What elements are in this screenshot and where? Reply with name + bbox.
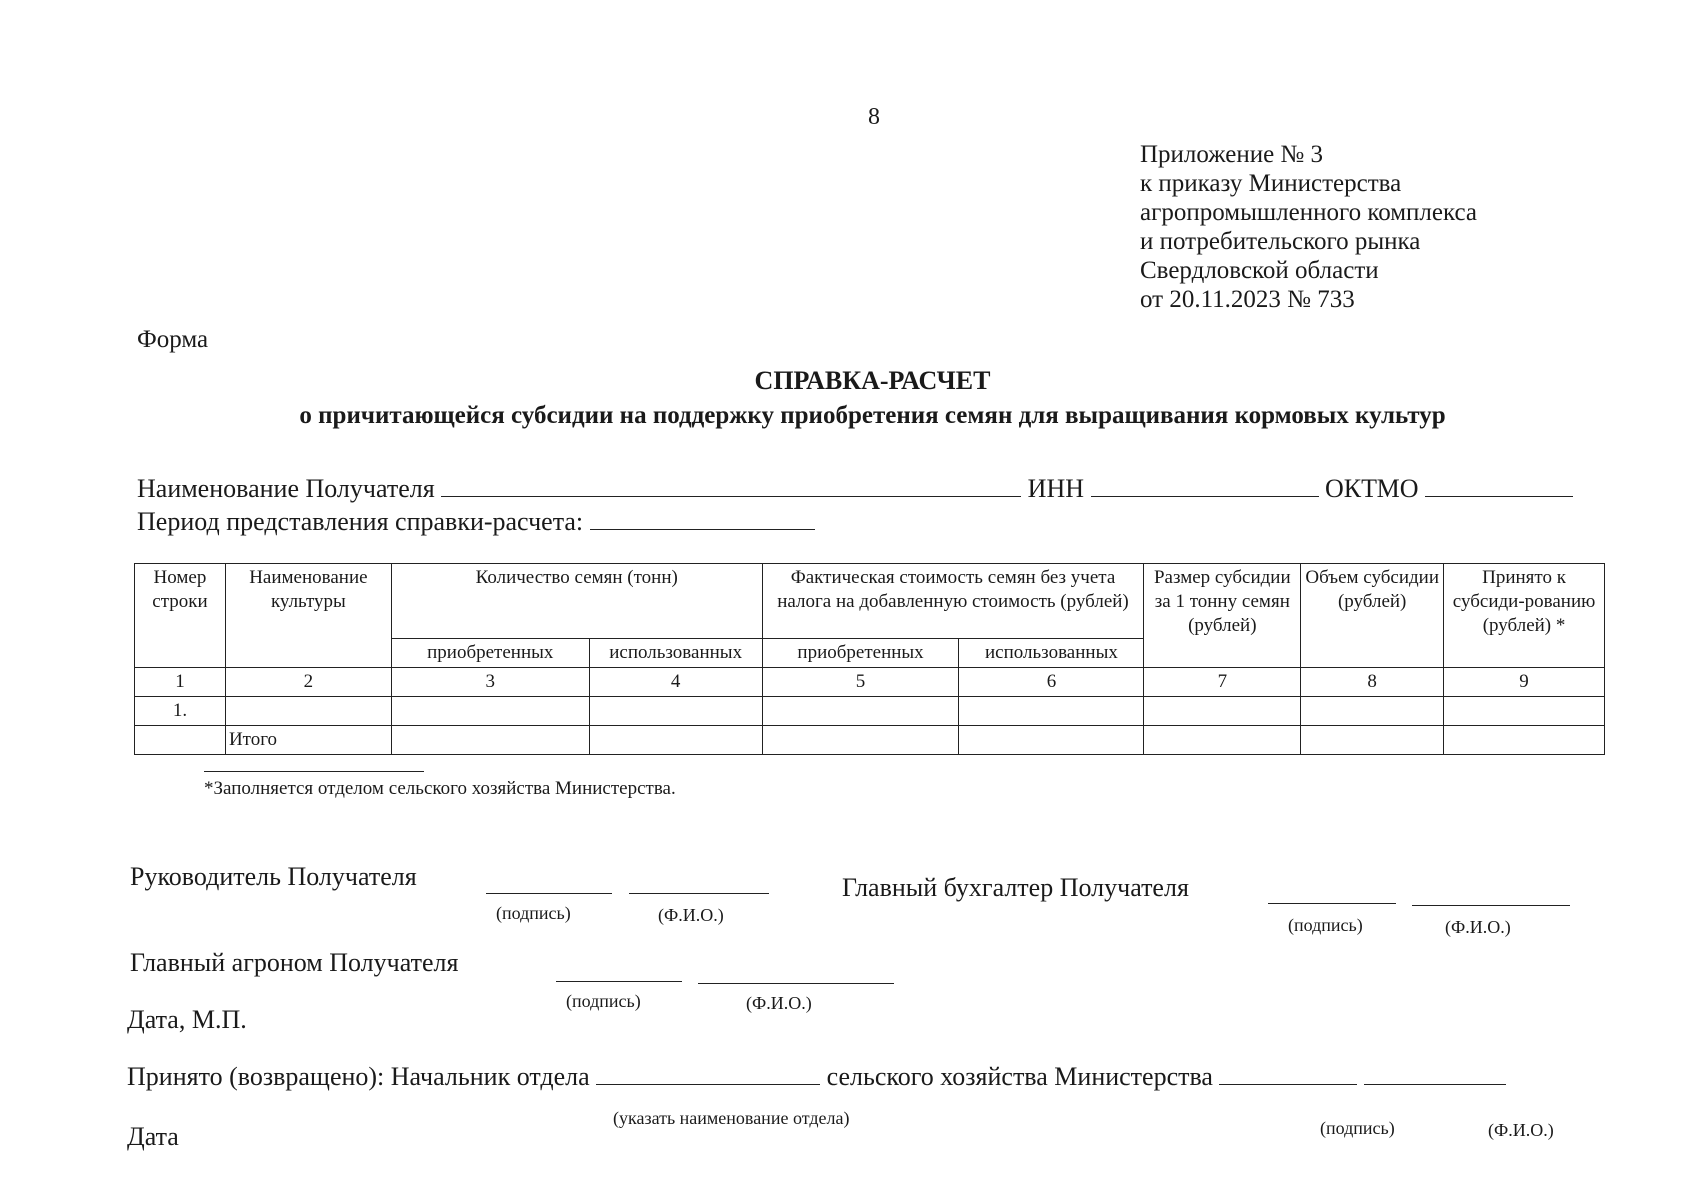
- department-head-signature-line[interactable]: [1219, 1062, 1357, 1085]
- period-row: [137, 507, 815, 537]
- accountant-signature-line[interactable]: [1268, 903, 1396, 904]
- appendix-line-2: к приказу Министерства: [1140, 170, 1402, 197]
- accepted-prefix: Принято (возвращено): Начальник отдела: [127, 1062, 590, 1091]
- table-cell[interactable]: [959, 697, 1144, 726]
- table-cell[interactable]: [1444, 726, 1605, 755]
- column-number: 3: [391, 668, 589, 697]
- agronomist-name-caption: (Ф.И.О.): [746, 993, 812, 1013]
- calculation-table: [134, 563, 1605, 755]
- department-caption: (указать наименование отдела): [613, 1108, 850, 1128]
- recipient-row: [137, 474, 1573, 504]
- chief-accountant-label: Главный бухгалтер Получателя: [842, 873, 1189, 902]
- department-field[interactable]: [596, 1062, 820, 1085]
- date-stamp-label: Дата, М.П.: [127, 1005, 247, 1034]
- column-number: 8: [1301, 668, 1444, 697]
- chief-agronomist-label: Главный агроном Получателя: [130, 948, 459, 977]
- table-cell[interactable]: [1301, 726, 1444, 755]
- table-header-row: [135, 564, 1605, 639]
- period-label: Период представления справки-расчета:: [137, 507, 584, 536]
- column-number: 6: [959, 668, 1144, 697]
- appendix-line-6: от 20.11.2023 № 733: [1140, 286, 1355, 313]
- column-number: 1: [135, 668, 226, 697]
- department-head-name-line[interactable]: [1364, 1062, 1506, 1085]
- department-name-caption: (Ф.И.О.): [1488, 1120, 1554, 1140]
- page-number: 8: [868, 104, 880, 130]
- recipient-name-label: Наименование Получателя: [137, 474, 435, 503]
- document-title: СПРАВКА-РАСЧЕТ: [754, 366, 991, 395]
- head-label: Руководитель Получателя: [130, 862, 417, 891]
- row-number-cell: 1.: [135, 697, 226, 726]
- header-seed-quantity: Количество семян (тонн): [391, 564, 762, 639]
- recipient-name-field[interactable]: [441, 474, 1021, 497]
- total-label: Итого: [225, 726, 391, 755]
- period-field[interactable]: [590, 507, 815, 530]
- agronomist-signature-line[interactable]: [556, 981, 682, 982]
- agronomist-signature-caption: (подпись): [566, 991, 641, 1011]
- table-cell[interactable]: [391, 697, 589, 726]
- footnote-divider: [204, 771, 424, 772]
- total-row: [135, 726, 1605, 755]
- form-label: Форма: [137, 326, 209, 353]
- appendix-line-1: Приложение № 3: [1140, 141, 1324, 168]
- table-cell[interactable]: [589, 726, 762, 755]
- column-number-row: [135, 668, 1605, 697]
- table-cell[interactable]: [391, 726, 589, 755]
- table-cell[interactable]: [1301, 697, 1444, 726]
- footnote: *Заполняется отделом сельского хозяйства Министерства.: [204, 778, 676, 799]
- subheader-cost-purchased: приобретенных: [762, 639, 959, 668]
- table-cell[interactable]: [589, 697, 762, 726]
- accountant-signature-caption: (подпись): [1288, 915, 1363, 935]
- appendix-block: [1140, 140, 1477, 314]
- subheader-qty-used: использованных: [589, 639, 762, 668]
- header-row-number: Номер строки: [135, 564, 226, 668]
- inn-field[interactable]: [1091, 474, 1319, 497]
- head-signature-caption: (подпись): [496, 903, 571, 923]
- column-number: 9: [1444, 668, 1605, 697]
- table-cell[interactable]: [1444, 697, 1605, 726]
- column-number: 2: [225, 668, 391, 697]
- accepted-label: [127, 1062, 1506, 1092]
- header-actual-cost: Фактическая стоимость семян без учета налога на добавленную стоимость (рублей): [762, 564, 1144, 639]
- date-label: Дата: [127, 1122, 179, 1151]
- department-suffix: сельского хозяйства Министерства: [826, 1062, 1213, 1091]
- table-cell[interactable]: [1144, 697, 1301, 726]
- table-row: [135, 697, 1605, 726]
- oktmo-field[interactable]: [1425, 474, 1573, 497]
- appendix-line-5: Свердловской области: [1140, 257, 1379, 284]
- header-subsidy-volume: Объем субсидии (рублей): [1301, 564, 1444, 668]
- subheader-cost-used: использованных: [959, 639, 1144, 668]
- table-cell[interactable]: [959, 726, 1144, 755]
- appendix-line-3: агропромышленного комплекса: [1140, 199, 1478, 226]
- accountant-name-line[interactable]: [1412, 905, 1570, 906]
- head-name-line[interactable]: [629, 893, 769, 894]
- header-subsidy-rate: Размер субсидии за 1 тонну семян (рублей): [1144, 564, 1301, 668]
- accountant-name-caption: (Ф.И.О.): [1445, 917, 1511, 937]
- table-cell: [135, 726, 226, 755]
- agronomist-name-line[interactable]: [698, 983, 894, 984]
- head-name-caption: (Ф.И.О.): [658, 905, 724, 925]
- head-signature-line[interactable]: [486, 893, 612, 894]
- table-cell[interactable]: [1144, 726, 1301, 755]
- table-cell[interactable]: [762, 697, 959, 726]
- column-number: 5: [762, 668, 959, 697]
- oktmo-label: ОКТМО: [1325, 474, 1419, 503]
- column-number: 7: [1144, 668, 1301, 697]
- appendix-line-4: и потребительского рынка: [1140, 228, 1421, 255]
- document-subtitle: о причитающейся субсидии на поддержку приобретения семян для выращивания кормовых культур: [299, 402, 1446, 429]
- department-signature-caption: (подпись): [1320, 1118, 1395, 1138]
- column-number: 4: [589, 668, 762, 697]
- header-crop-name: Наименование культуры: [225, 564, 391, 668]
- inn-label: ИНН: [1027, 474, 1085, 503]
- table-cell[interactable]: [762, 726, 959, 755]
- header-accepted: Принято к субсиди-рованию (рублей) *: [1444, 564, 1605, 668]
- subheader-qty-purchased: приобретенных: [391, 639, 589, 668]
- crop-cell[interactable]: [225, 697, 391, 726]
